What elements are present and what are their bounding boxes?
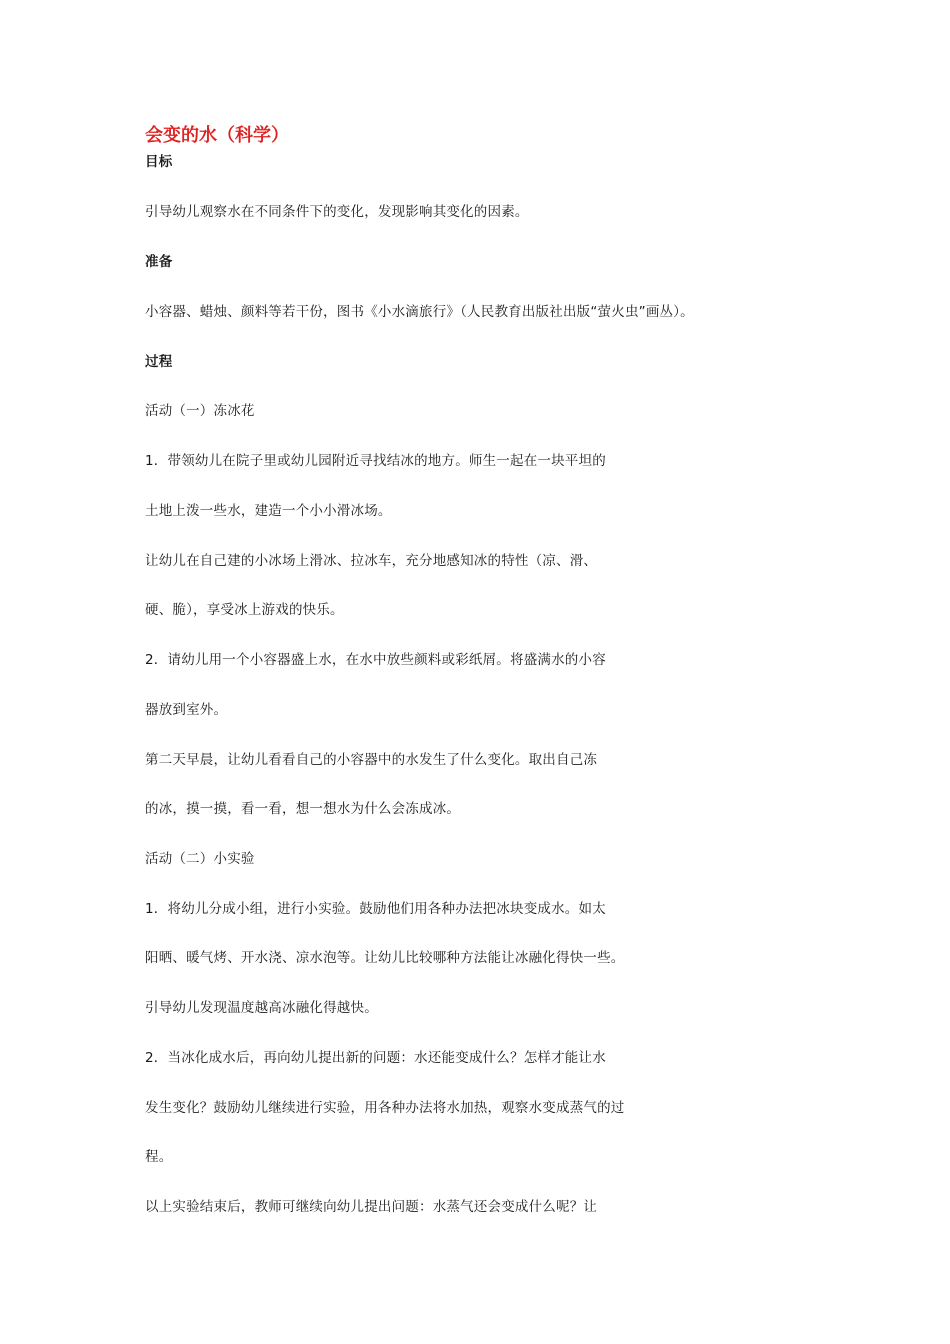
paragraph-line: 让幼儿在自己建的小冰场上滑冰、拉冰车，充分地感知冰的特性（凉、滑、 [145,553,598,569]
section-heading-process: 过程 [145,354,173,370]
paragraph-line: 发生变化？鼓励幼儿继续进行实验，用各种办法将水加热，观察水变成蒸气的过 [145,1100,625,1116]
paragraph-line: 1．将幼儿分成小组，进行小实验。鼓励他们用各种办法把冰块变成水。如太 [145,901,606,917]
document-title: 会变的水（科学） [145,125,289,146]
paragraph-line: 引导幼儿观察水在不同条件下的变化，发现影响其变化的因素。 [145,204,529,220]
subsection-heading-activity-1: 活动（一）冻冰花 [145,403,255,419]
section-heading-goal: 目标 [145,154,173,170]
paragraph-line: 2．请幼儿用一个小容器盛上水，在水中放些颜料或彩纸屑。将盛满水的小容 [145,652,606,668]
paragraph-line: 硬、脆），享受冰上游戏的快乐。 [145,602,344,618]
paragraph-line: 器放到室外。 [145,702,228,718]
paragraph-line: 小容器、蜡烛、颜料等若干份，图书《小水滴旅行》（人民教育出版社出版“萤火虫”画丛）。 [145,304,694,320]
paragraph-line: 2．当冰化成水后，再向幼儿提出新的问题：水还能变成什么？怎样才能让水 [145,1050,606,1066]
section-heading-preparation: 准备 [145,254,173,270]
paragraph-line: 引导幼儿发现温度越高冰融化得越快。 [145,1000,378,1016]
paragraph-line: 1．带领幼儿在院子里或幼儿园附近寻找结冰的地方。师生一起在一块平坦的 [145,453,606,469]
paragraph-line: 土地上泼一些水，建造一个小小滑冰场。 [145,503,392,519]
paragraph-line: 程。 [145,1149,173,1165]
paragraph-line: 第二天早晨，让幼儿看看自己的小容器中的水发生了什么变化。取出自己冻 [145,752,598,768]
subsection-heading-activity-2: 活动（二）小实验 [145,851,255,867]
paragraph-line: 阳晒、暖气烤、开水浇、凉水泡等。让幼儿比较哪种方法能让冰融化得快一些。 [145,950,625,966]
paragraph-line: 以上实验结束后，教师可继续向幼儿提出问题：水蒸气还会变成什么呢？让 [145,1199,598,1215]
paragraph-line: 的冰，摸一摸，看一看，想一想水为什么会冻成冰。 [145,801,461,817]
